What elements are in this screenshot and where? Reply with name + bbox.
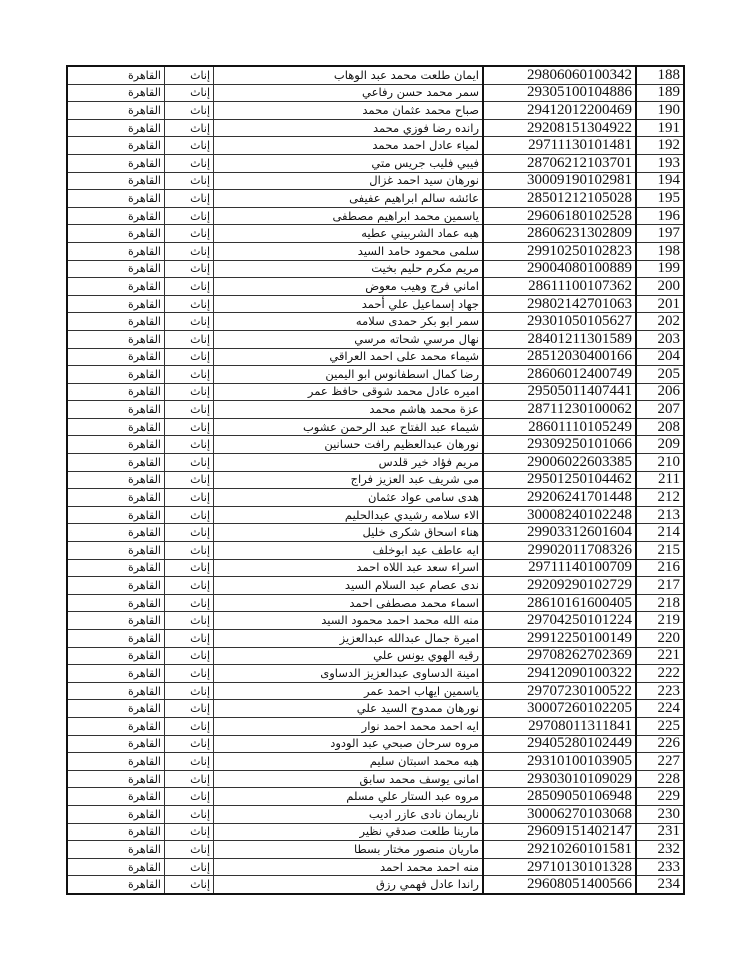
- gender-cell: إناث: [165, 577, 214, 595]
- city-cell: القاهرة: [67, 154, 165, 172]
- city-cell: القاهرة: [67, 225, 165, 243]
- gender-cell: إناث: [165, 805, 214, 823]
- gender-cell: إناث: [165, 436, 214, 454]
- name-cell: مى شريف عبد العزيز فراج: [214, 471, 484, 489]
- city-cell: القاهرة: [67, 313, 165, 331]
- national-id-cell: 29405280102449: [483, 735, 636, 753]
- national-id-cell: 29309250101066: [483, 436, 636, 454]
- table-row: [67, 190, 684, 208]
- row-number-cell: 198: [636, 242, 684, 260]
- gender-cell: إناث: [165, 823, 214, 841]
- table-row: [67, 858, 684, 876]
- city-cell: القاهرة: [67, 559, 165, 577]
- row-number-cell: 190: [636, 102, 684, 120]
- table-row: [67, 348, 684, 366]
- name-cell: نورهان سيد احمد غزال: [214, 172, 484, 190]
- row-number-cell: 232: [636, 841, 684, 859]
- city-cell: القاهرة: [67, 454, 165, 472]
- name-cell: هبه محمد اسبتان سليم: [214, 753, 484, 771]
- city-cell: القاهرة: [67, 119, 165, 137]
- national-id-cell: 29609151402147: [483, 823, 636, 841]
- gender-cell: إناث: [165, 154, 214, 172]
- row-number-cell: 189: [636, 84, 684, 102]
- national-id-cell: 29004080100889: [483, 260, 636, 278]
- national-id-cell: 28610161600405: [483, 594, 636, 612]
- name-cell: رقيه الهوي يونس علي: [214, 647, 484, 665]
- row-number-cell: 193: [636, 154, 684, 172]
- gender-cell: إناث: [165, 682, 214, 700]
- national-id-cell: 29305100104886: [483, 84, 636, 102]
- gender-cell: إناث: [165, 489, 214, 507]
- table-row: [67, 805, 684, 823]
- row-number-cell: 199: [636, 260, 684, 278]
- national-id-cell: 29704250101224: [483, 612, 636, 630]
- city-cell: القاهرة: [67, 348, 165, 366]
- row-number-cell: 210: [636, 454, 684, 472]
- row-number-cell: 230: [636, 805, 684, 823]
- city-cell: القاهرة: [67, 700, 165, 718]
- city-cell: القاهرة: [67, 242, 165, 260]
- name-cell: هدى سامى عواد عثمان: [214, 489, 484, 507]
- row-number-cell: 192: [636, 137, 684, 155]
- row-number-cell: 217: [636, 577, 684, 595]
- national-id-cell: 29209290102729: [483, 577, 636, 595]
- name-cell: ياسمين محمد ابراهيم مصطفى: [214, 207, 484, 225]
- table-row: [67, 700, 684, 718]
- name-cell: اسراء سعد عبد اللاه احمد: [214, 559, 484, 577]
- national-id-cell: 29910250102823: [483, 242, 636, 260]
- row-number-cell: 200: [636, 278, 684, 296]
- city-cell: القاهرة: [67, 471, 165, 489]
- gender-cell: إناث: [165, 788, 214, 806]
- name-cell: جهاد إسماعيل علي أحمد: [214, 295, 484, 313]
- row-number-cell: 216: [636, 559, 684, 577]
- city-cell: القاهرة: [67, 295, 165, 313]
- table-row: [67, 506, 684, 524]
- national-id-cell: 29310100103905: [483, 753, 636, 771]
- city-cell: القاهرة: [67, 506, 165, 524]
- row-number-cell: 197: [636, 225, 684, 243]
- gender-cell: إناث: [165, 542, 214, 560]
- table-row: [67, 559, 684, 577]
- row-number-cell: 212: [636, 489, 684, 507]
- table-row: [67, 823, 684, 841]
- row-number-cell: 195: [636, 190, 684, 208]
- table-row: [67, 330, 684, 348]
- city-cell: القاهرة: [67, 366, 165, 384]
- city-cell: القاهرة: [67, 805, 165, 823]
- name-cell: لمياء عادل احمد محمد: [214, 137, 484, 155]
- gender-cell: إناث: [165, 383, 214, 401]
- table-row: [67, 577, 684, 595]
- city-cell: القاهرة: [67, 207, 165, 225]
- name-cell: الاء سلامه رشيدي عبدالحليم: [214, 506, 484, 524]
- name-cell: شيماء عبد الفتاح عبد الرحمن عشوب: [214, 418, 484, 436]
- national-id-cell: 29806060100342: [483, 66, 636, 84]
- name-cell: ايه عاطف عيد ابوخلف: [214, 542, 484, 560]
- table-row: [67, 682, 684, 700]
- table-row: [67, 594, 684, 612]
- name-cell: راندا عادل فهمي رزق: [214, 876, 484, 894]
- gender-cell: إناث: [165, 612, 214, 630]
- city-cell: القاهرة: [67, 278, 165, 296]
- name-cell: سلمى محمود حامد السيد: [214, 242, 484, 260]
- table-row: [67, 788, 684, 806]
- national-id-cell: 29902011708326: [483, 542, 636, 560]
- table-row: [67, 383, 684, 401]
- row-number-cell: 231: [636, 823, 684, 841]
- city-cell: القاهرة: [67, 594, 165, 612]
- row-number-cell: 214: [636, 524, 684, 542]
- gender-cell: إناث: [165, 770, 214, 788]
- city-cell: القاهرة: [67, 66, 165, 84]
- row-number-cell: 188: [636, 66, 684, 84]
- city-cell: القاهرة: [67, 330, 165, 348]
- national-id-cell: 29710130101328: [483, 858, 636, 876]
- table-row: [67, 137, 684, 155]
- national-id-cell: 29301050105627: [483, 313, 636, 331]
- table-row: [67, 471, 684, 489]
- gender-cell: إناث: [165, 418, 214, 436]
- gender-cell: إناث: [165, 137, 214, 155]
- national-id-cell: 28606012400749: [483, 366, 636, 384]
- gender-cell: إناث: [165, 524, 214, 542]
- city-cell: القاهرة: [67, 630, 165, 648]
- table-row: [67, 313, 684, 331]
- row-number-cell: 196: [636, 207, 684, 225]
- name-cell: شيماء محمد على احمد العراقي: [214, 348, 484, 366]
- table-row: [67, 524, 684, 542]
- national-id-cell: 29711130101481: [483, 137, 636, 155]
- name-cell: ندى عصام عبد السلام السيد: [214, 577, 484, 595]
- city-cell: القاهرة: [67, 489, 165, 507]
- city-cell: القاهرة: [67, 665, 165, 683]
- national-id-cell: 28706212103701: [483, 154, 636, 172]
- row-number-cell: 205: [636, 366, 684, 384]
- city-cell: القاهرة: [67, 436, 165, 454]
- name-cell: اميرة جمال عبدالله عبدالعزيز: [214, 630, 484, 648]
- national-id-cell: 29903312601604: [483, 524, 636, 542]
- city-cell: القاهرة: [67, 102, 165, 120]
- table-row: [67, 753, 684, 771]
- city-cell: القاهرة: [67, 858, 165, 876]
- table-row: [67, 172, 684, 190]
- table-row: [67, 260, 684, 278]
- name-cell: مروه عبد الستار علي مسلم: [214, 788, 484, 806]
- row-number-cell: 206: [636, 383, 684, 401]
- row-number-cell: 191: [636, 119, 684, 137]
- city-cell: القاهرة: [67, 753, 165, 771]
- row-number-cell: 219: [636, 612, 684, 630]
- row-number-cell: 215: [636, 542, 684, 560]
- city-cell: القاهرة: [67, 841, 165, 859]
- gender-cell: إناث: [165, 647, 214, 665]
- national-id-cell: 30008240102248: [483, 506, 636, 524]
- row-number-cell: 224: [636, 700, 684, 718]
- national-id-cell: 29708011311841: [483, 717, 636, 735]
- city-cell: القاهرة: [67, 137, 165, 155]
- city-cell: القاهرة: [67, 788, 165, 806]
- table-row: [67, 630, 684, 648]
- name-cell: مريم مكرم حليم بخيت: [214, 260, 484, 278]
- name-cell: اماني فرج وهيب معوض: [214, 278, 484, 296]
- gender-cell: إناث: [165, 190, 214, 208]
- gender-cell: إناث: [165, 313, 214, 331]
- name-cell: هناء اسحاق شكرى خليل: [214, 524, 484, 542]
- national-id-cell: 29412090100322: [483, 665, 636, 683]
- national-id-cell: 30007260102205: [483, 700, 636, 718]
- row-number-cell: 225: [636, 717, 684, 735]
- city-cell: القاهرة: [67, 84, 165, 102]
- table-row: [67, 647, 684, 665]
- name-cell: اسماء محمد مصطفى احمد: [214, 594, 484, 612]
- name-cell: ماريان منصور مختار بسطا: [214, 841, 484, 859]
- name-cell: ايه احمد محمد احمد نوار: [214, 717, 484, 735]
- gender-cell: إناث: [165, 119, 214, 137]
- national-id-cell: 29208151304922: [483, 119, 636, 137]
- table-row: [67, 66, 684, 84]
- gender-cell: إناث: [165, 753, 214, 771]
- row-number-cell: 202: [636, 313, 684, 331]
- table-row: [67, 542, 684, 560]
- table-row: [67, 612, 684, 630]
- city-cell: القاهرة: [67, 823, 165, 841]
- national-id-cell: 29412012200469: [483, 102, 636, 120]
- city-cell: القاهرة: [67, 717, 165, 735]
- gender-cell: إناث: [165, 225, 214, 243]
- national-id-cell: 29707230100522: [483, 682, 636, 700]
- gender-cell: إناث: [165, 366, 214, 384]
- gender-cell: إناث: [165, 841, 214, 859]
- table-row: [67, 366, 684, 384]
- city-cell: القاهرة: [67, 876, 165, 894]
- row-number-cell: 227: [636, 753, 684, 771]
- city-cell: القاهرة: [67, 383, 165, 401]
- name-cell: عزة محمد هاشم محمد: [214, 401, 484, 419]
- gender-cell: إناث: [165, 102, 214, 120]
- table-row: [67, 717, 684, 735]
- name-cell: نورهان ممدوح السيد علي: [214, 700, 484, 718]
- row-number-cell: 221: [636, 647, 684, 665]
- row-number-cell: 209: [636, 436, 684, 454]
- row-number-cell: 207: [636, 401, 684, 419]
- gender-cell: إناث: [165, 207, 214, 225]
- national-id-cell: 28401211301589: [483, 330, 636, 348]
- name-cell: فيبي فليب جريس متي: [214, 154, 484, 172]
- national-id-cell: 29006022603385: [483, 454, 636, 472]
- table-row: [67, 770, 684, 788]
- national-id-cell: 29802142701063: [483, 295, 636, 313]
- gender-cell: إناث: [165, 700, 214, 718]
- gender-cell: إناث: [165, 330, 214, 348]
- city-cell: القاهرة: [67, 612, 165, 630]
- row-number-cell: 233: [636, 858, 684, 876]
- gender-cell: إناث: [165, 506, 214, 524]
- gender-cell: إناث: [165, 278, 214, 296]
- table-row: [67, 735, 684, 753]
- national-id-cell: 29708262702369: [483, 647, 636, 665]
- table-row: [67, 489, 684, 507]
- city-cell: القاهرة: [67, 524, 165, 542]
- table-row: [67, 207, 684, 225]
- gender-cell: إناث: [165, 66, 214, 84]
- row-number-cell: 223: [636, 682, 684, 700]
- national-id-cell: 30006270103068: [483, 805, 636, 823]
- table-row: [67, 295, 684, 313]
- city-cell: القاهرة: [67, 401, 165, 419]
- table-row: [67, 436, 684, 454]
- national-id-cell: 28501212105028: [483, 190, 636, 208]
- city-cell: القاهرة: [67, 190, 165, 208]
- name-cell: سمر ابو بكر حمدى سلامه: [214, 313, 484, 331]
- name-cell: امانى يوسف محمد سابق: [214, 770, 484, 788]
- city-cell: القاهرة: [67, 260, 165, 278]
- national-id-cell: 28512030400166: [483, 348, 636, 366]
- applicants-table: [66, 65, 685, 895]
- gender-cell: إناث: [165, 594, 214, 612]
- table-row: [67, 876, 684, 894]
- national-id-cell: 30009190102981: [483, 172, 636, 190]
- table-row: [67, 102, 684, 120]
- name-cell: ايمان طلعت محمد عبد الوهاب: [214, 66, 484, 84]
- city-cell: القاهرة: [67, 770, 165, 788]
- row-number-cell: 201: [636, 295, 684, 313]
- row-number-cell: 204: [636, 348, 684, 366]
- table-row: [67, 154, 684, 172]
- city-cell: القاهرة: [67, 542, 165, 560]
- national-id-cell: 28711230100062: [483, 401, 636, 419]
- national-id-cell: 29608051400566: [483, 876, 636, 894]
- gender-cell: إناث: [165, 295, 214, 313]
- gender-cell: إناث: [165, 242, 214, 260]
- gender-cell: إناث: [165, 348, 214, 366]
- gender-cell: إناث: [165, 717, 214, 735]
- city-cell: القاهرة: [67, 735, 165, 753]
- gender-cell: إناث: [165, 735, 214, 753]
- name-cell: ناريمان نادى عازر اديب: [214, 805, 484, 823]
- row-number-cell: 203: [636, 330, 684, 348]
- name-cell: منه احمد محمد احمد: [214, 858, 484, 876]
- table-row: [67, 119, 684, 137]
- gender-cell: إناث: [165, 471, 214, 489]
- row-number-cell: 213: [636, 506, 684, 524]
- gender-cell: إناث: [165, 84, 214, 102]
- gender-cell: إناث: [165, 630, 214, 648]
- national-id-cell: 28606231302809: [483, 225, 636, 243]
- name-cell: صباح محمد عثمان محمد: [214, 102, 484, 120]
- name-cell: نورهان عبدالعظيم رافت حسانين: [214, 436, 484, 454]
- name-cell: امينة الدساوى عبدالعزيز الدساوى: [214, 665, 484, 683]
- gender-cell: إناث: [165, 260, 214, 278]
- city-cell: القاهرة: [67, 418, 165, 436]
- national-id-cell: 29711140100709: [483, 559, 636, 577]
- national-id-cell: 29210260101581: [483, 841, 636, 859]
- name-cell: عائشه سالم ابراهيم عفيفى: [214, 190, 484, 208]
- national-id-cell: 28611100107362: [483, 278, 636, 296]
- name-cell: مريم فؤاد خير قلدس: [214, 454, 484, 472]
- national-id-cell: 29206241701448: [483, 489, 636, 507]
- national-id-cell: 28601110105249: [483, 418, 636, 436]
- city-cell: القاهرة: [67, 682, 165, 700]
- gender-cell: إناث: [165, 559, 214, 577]
- national-id-cell: 29606180102528: [483, 207, 636, 225]
- row-number-cell: 222: [636, 665, 684, 683]
- table-row: [67, 242, 684, 260]
- name-cell: رانده رضا فوزي محمد: [214, 119, 484, 137]
- row-number-cell: 194: [636, 172, 684, 190]
- gender-cell: إناث: [165, 858, 214, 876]
- name-cell: ياسمين ايهاب احمد عمر: [214, 682, 484, 700]
- national-id-cell: 28509050106948: [483, 788, 636, 806]
- name-cell: هبه عماد الشربيني عطيه: [214, 225, 484, 243]
- name-cell: سمر محمد حسن رفاعي: [214, 84, 484, 102]
- name-cell: رضا كمال اسطفانوس ابو اليمين: [214, 366, 484, 384]
- table-row: [67, 401, 684, 419]
- table-row: [67, 84, 684, 102]
- row-number-cell: 228: [636, 770, 684, 788]
- national-id-cell: 29912250100149: [483, 630, 636, 648]
- row-number-cell: 234: [636, 876, 684, 894]
- city-cell: القاهرة: [67, 172, 165, 190]
- row-number-cell: 226: [636, 735, 684, 753]
- row-number-cell: 208: [636, 418, 684, 436]
- national-id-cell: 29303010109029: [483, 770, 636, 788]
- name-cell: مارينا طلعت صدقي نظير: [214, 823, 484, 841]
- row-number-cell: 229: [636, 788, 684, 806]
- gender-cell: إناث: [165, 876, 214, 894]
- table-row: [67, 225, 684, 243]
- city-cell: القاهرة: [67, 577, 165, 595]
- row-number-cell: 218: [636, 594, 684, 612]
- table-row: [67, 418, 684, 436]
- gender-cell: إناث: [165, 401, 214, 419]
- table-row: [67, 278, 684, 296]
- national-id-cell: 29505011407441: [483, 383, 636, 401]
- name-cell: نهال مرسي شحاته مرسي: [214, 330, 484, 348]
- row-number-cell: 220: [636, 630, 684, 648]
- table-row: [67, 841, 684, 859]
- gender-cell: إناث: [165, 454, 214, 472]
- name-cell: مروه سرحان صبحي عبد الودود: [214, 735, 484, 753]
- table-row: [67, 454, 684, 472]
- gender-cell: إناث: [165, 665, 214, 683]
- table-row: [67, 665, 684, 683]
- gender-cell: إناث: [165, 172, 214, 190]
- city-cell: القاهرة: [67, 647, 165, 665]
- national-id-cell: 29501250104462: [483, 471, 636, 489]
- row-number-cell: 211: [636, 471, 684, 489]
- name-cell: اميره عادل محمد شوقى حافظ عمر: [214, 383, 484, 401]
- name-cell: منه الله محمد احمد محمود السيد: [214, 612, 484, 630]
